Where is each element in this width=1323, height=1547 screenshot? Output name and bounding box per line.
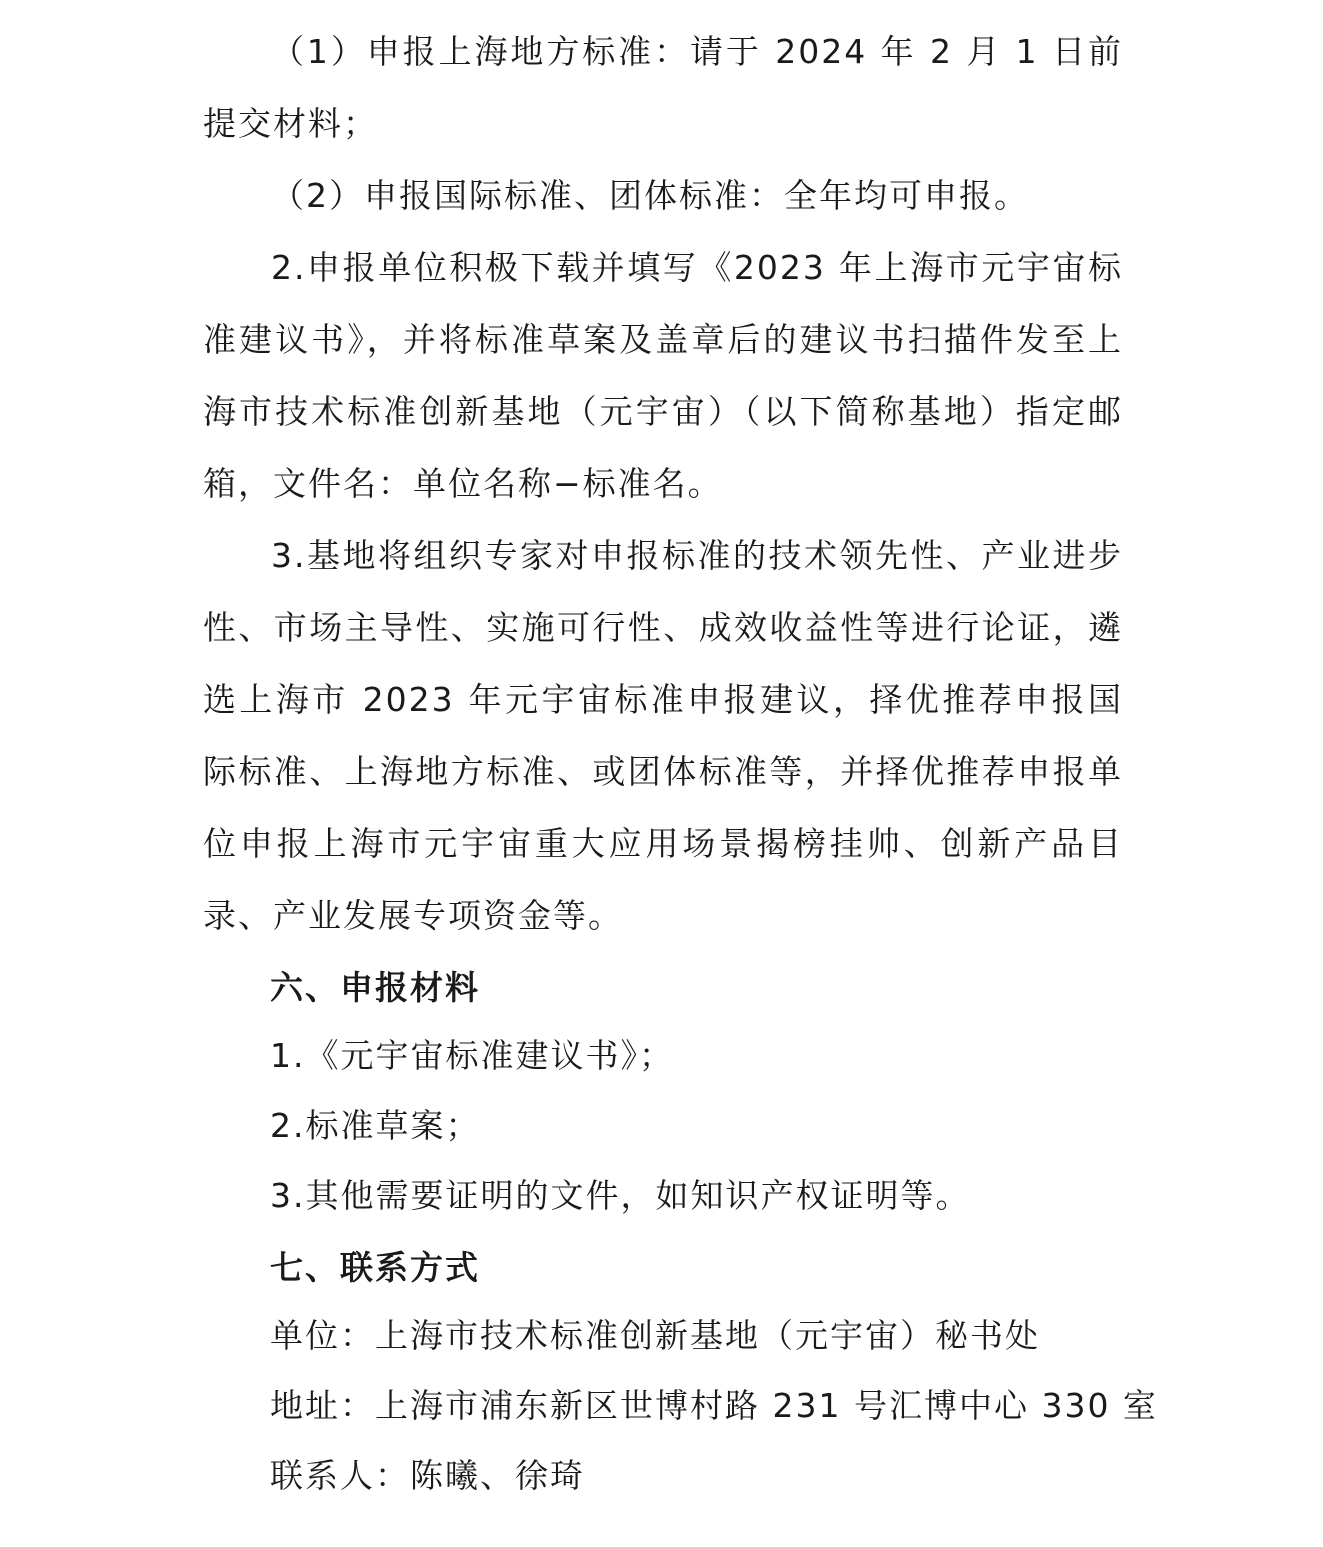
paragraph-download-proposal: 2.申报单位积极下载并填写《2023 年上海市元宇宙标准建议书》，并将标准草案及盖章后的建议书扫描件发至上海市技术标准创新基地（元宇宙）（以下简称基地）指定邮箱，文件名：单位名称−标准名。: [203, 248, 1123, 503]
material-item-other-documents: 3.其他需要证明的文件，如知识产权证明等。: [270, 1176, 971, 1215]
paragraph-expert-review: 3.基地将组织专家对申报标准的技术领先性、产业进步性、市场主导性、实施可行性、成效收益性等进行论证，遴选上海市 2023 年元宇宙标准申报建议，择优推荐申报国际标准、上海地方标准、或团体标准等，并择优推荐申报单位申报上海市元宇宙重大应用场景揭榜挂帅、创新产品目录、产业发展专项资金等。: [203, 536, 1123, 935]
heading-contact-information: 七、联系方式: [270, 1248, 480, 1287]
paragraph-shanghai-local-standard: （1）申报上海地方标准：请于 2024 年 2 月 1 日前提交材料；: [203, 32, 1123, 143]
paragraph-international-group-standard: （2）申报国际标准、团体标准：全年均可申报。: [271, 176, 1029, 215]
contact-person: 联系人：陈曦、徐琦: [270, 1456, 585, 1495]
material-item-draft: 2.标准草案；: [270, 1106, 481, 1145]
contact-address: 地址：上海市浦东新区世博村路 231 号汇博中心 330 室: [270, 1386, 1158, 1425]
material-item-proposal: 1.《元宇宙标准建议书》；: [270, 1036, 674, 1075]
contact-unit: 单位：上海市技术标准创新基地（元宇宙）秘书处: [270, 1316, 1040, 1355]
heading-application-materials: 六、申报材料: [270, 968, 480, 1007]
